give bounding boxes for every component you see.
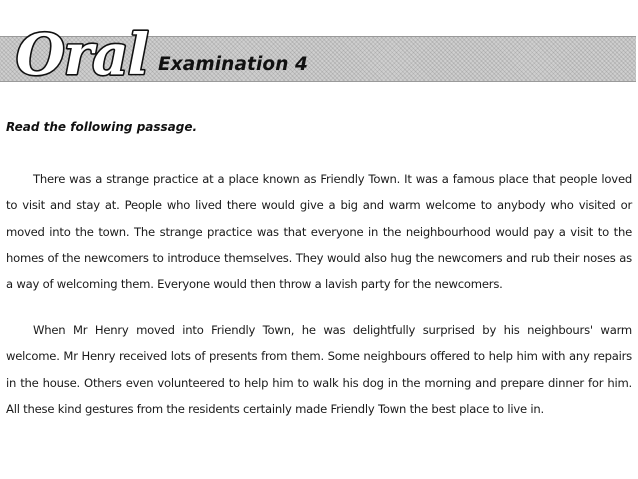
passage-paragraph-1: There was a strange practice at a place known as Friendly Town. It was a famous place that people loved to visit and stay at. People who lived there would give a big and warm welcome to anybody who visited or moved into the town. The strange practice was that everyone in the neighbourhood would pay a visit to the homes of the newcomers to introduce themselves. They would also hug the newcomers and rub their noses as a way of welcoming them. Everyone would then throw a lavish party for the newcomers. (6, 172, 632, 292)
exam-title: Examination 4 (158, 54, 309, 75)
oral-logo-text: Oral (16, 22, 148, 88)
oral-logo-graphic (14, 12, 164, 92)
oral-logo (14, 12, 164, 92)
instruction-heading: Read the following passage. (6, 120, 198, 134)
passage-paragraph-2: When Mr Henry moved into Friendly Town, he was delightfully surprised by his neighbours' warm welcome. Mr Henry received lots of presents from them. Some neighbours offered to help him with any repairs in the house. Others even volunteered to help him to walk his dog in the morning and prepare dinner for him. All these kind gestures from the residents certainly made Friendly Town the best place to live in. (6, 323, 632, 416)
